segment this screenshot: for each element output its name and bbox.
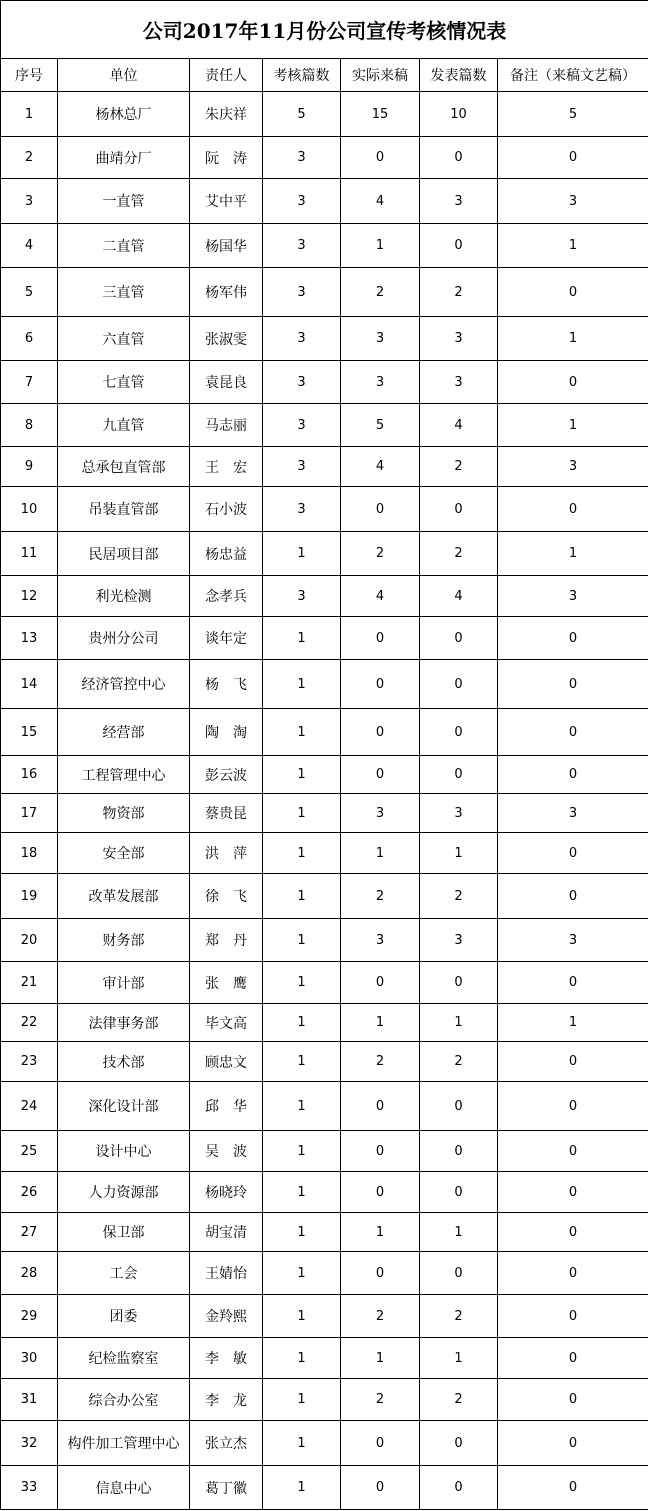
cell-submitted: 1 <box>341 1338 420 1379</box>
header-row <box>1 59 648 92</box>
cell-person: 顾忠文 <box>190 1042 263 1082</box>
header-submitted: 实际来稿 <box>341 59 420 92</box>
cell-submitted: 0 <box>341 1252 420 1295</box>
cell-remarks: 0 <box>498 1421 648 1466</box>
cell-remarks: 0 <box>498 1466 648 1510</box>
cell-person: 杨忠益 <box>190 532 263 576</box>
cell-published: 4 <box>420 576 498 617</box>
cell-published: 2 <box>420 1295 498 1338</box>
cell-index: 22 <box>1 1004 58 1042</box>
cell-published: 0 <box>420 1082 498 1131</box>
cell-submitted: 0 <box>341 617 420 660</box>
cell-index: 33 <box>1 1466 58 1510</box>
cell-submitted: 3 <box>341 361 420 404</box>
table-row <box>1 1379 648 1421</box>
table-row <box>1 361 648 404</box>
cell-quota: 1 <box>263 1252 341 1295</box>
cell-quota: 1 <box>263 1172 341 1213</box>
cell-published: 2 <box>420 447 498 487</box>
cell-quota: 3 <box>263 317 341 361</box>
cell-quota: 3 <box>263 576 341 617</box>
cell-remarks: 0 <box>498 1295 648 1338</box>
cell-submitted: 0 <box>341 487 420 532</box>
cell-submitted: 2 <box>341 1042 420 1082</box>
cell-remarks: 0 <box>498 1338 648 1379</box>
cell-unit: 信息中心 <box>58 1466 190 1510</box>
cell-submitted: 0 <box>341 137 420 179</box>
cell-remarks: 0 <box>498 1172 648 1213</box>
cell-person: 袁昆良 <box>190 361 263 404</box>
cell-unit: 法律事务部 <box>58 1004 190 1042</box>
table-row <box>1 1295 648 1338</box>
cell-submitted: 3 <box>341 794 420 833</box>
table-row <box>1 962 648 1004</box>
cell-unit: 经济管控中心 <box>58 660 190 709</box>
cell-published: 2 <box>420 1042 498 1082</box>
cell-unit: 吊装直管部 <box>58 487 190 532</box>
cell-remarks: 0 <box>498 709 648 756</box>
table-title: 公司2017年11月份公司宣传考核情况表 <box>1 1 648 59</box>
table-row <box>1 268 648 317</box>
cell-remarks: 0 <box>498 1082 648 1131</box>
header-published: 发表篇数 <box>420 59 498 92</box>
cell-unit: 贵州分公司 <box>58 617 190 660</box>
cell-remarks: 0 <box>498 487 648 532</box>
table-row <box>1 576 648 617</box>
cell-unit: 保卫部 <box>58 1213 190 1252</box>
cell-published: 0 <box>420 709 498 756</box>
cell-person: 张立杰 <box>190 1421 263 1466</box>
cell-published: 1 <box>420 1338 498 1379</box>
table-row <box>1 92 648 137</box>
cell-person: 念孝兵 <box>190 576 263 617</box>
cell-person: 李 敏 <box>190 1338 263 1379</box>
cell-person: 张 鹰 <box>190 962 263 1004</box>
cell-index: 11 <box>1 532 58 576</box>
cell-unit: 民居项目部 <box>58 532 190 576</box>
cell-index: 13 <box>1 617 58 660</box>
cell-submitted: 1 <box>341 224 420 268</box>
cell-quota: 1 <box>263 1379 341 1421</box>
cell-index: 16 <box>1 756 58 794</box>
cell-unit: 纪检监察室 <box>58 1338 190 1379</box>
cell-remarks: 0 <box>498 1131 648 1172</box>
cell-quota: 1 <box>263 794 341 833</box>
cell-unit: 七直管 <box>58 361 190 404</box>
cell-quota: 1 <box>263 1131 341 1172</box>
cell-submitted: 0 <box>341 1421 420 1466</box>
cell-unit: 曲靖分厂 <box>58 137 190 179</box>
cell-unit: 审计部 <box>58 962 190 1004</box>
cell-remarks: 0 <box>498 1042 648 1082</box>
cell-index: 19 <box>1 874 58 919</box>
table-row <box>1 919 648 962</box>
cell-submitted: 0 <box>341 660 420 709</box>
cell-index: 9 <box>1 447 58 487</box>
cell-quota: 1 <box>263 1213 341 1252</box>
cell-person: 艾中平 <box>190 179 263 224</box>
cell-remarks: 0 <box>498 617 648 660</box>
cell-person: 杨军伟 <box>190 268 263 317</box>
cell-quota: 3 <box>263 447 341 487</box>
cell-published: 3 <box>420 361 498 404</box>
cell-published: 0 <box>420 1421 498 1466</box>
cell-index: 12 <box>1 576 58 617</box>
cell-submitted: 0 <box>341 756 420 794</box>
cell-index: 18 <box>1 833 58 874</box>
cell-index: 7 <box>1 361 58 404</box>
cell-index: 26 <box>1 1172 58 1213</box>
cell-submitted: 4 <box>341 179 420 224</box>
cell-quota: 3 <box>263 361 341 404</box>
cell-unit: 改革发展部 <box>58 874 190 919</box>
cell-quota: 1 <box>263 833 341 874</box>
cell-quota: 1 <box>263 532 341 576</box>
cell-quota: 3 <box>263 224 341 268</box>
cell-index: 27 <box>1 1213 58 1252</box>
cell-person: 杨晓玲 <box>190 1172 263 1213</box>
table-row <box>1 1338 648 1379</box>
cell-submitted: 2 <box>341 874 420 919</box>
cell-unit: 技术部 <box>58 1042 190 1082</box>
cell-quota: 3 <box>263 179 341 224</box>
cell-quota: 3 <box>263 137 341 179</box>
cell-unit: 一直管 <box>58 179 190 224</box>
cell-submitted: 3 <box>341 317 420 361</box>
cell-index: 17 <box>1 794 58 833</box>
table-row <box>1 660 648 709</box>
cell-person: 吴 波 <box>190 1131 263 1172</box>
cell-remarks: 0 <box>498 962 648 1004</box>
cell-quota: 1 <box>263 1421 341 1466</box>
cell-published: 1 <box>420 1004 498 1042</box>
cell-index: 1 <box>1 92 58 137</box>
cell-unit: 经营部 <box>58 709 190 756</box>
table-row <box>1 1466 648 1510</box>
cell-submitted: 2 <box>341 1379 420 1421</box>
table-row <box>1 447 648 487</box>
cell-person: 蔡贵昆 <box>190 794 263 833</box>
cell-person: 马志丽 <box>190 404 263 447</box>
cell-quota: 1 <box>263 1295 341 1338</box>
table-row <box>1 404 648 447</box>
cell-remarks: 5 <box>498 92 648 137</box>
cell-submitted: 0 <box>341 1172 420 1213</box>
cell-remarks: 0 <box>498 660 648 709</box>
cell-submitted: 1 <box>341 1213 420 1252</box>
table-row <box>1 487 648 532</box>
cell-unit: 利光检测 <box>58 576 190 617</box>
cell-index: 25 <box>1 1131 58 1172</box>
cell-unit: 三直管 <box>58 268 190 317</box>
cell-quota: 1 <box>263 1082 341 1131</box>
cell-person: 石小波 <box>190 487 263 532</box>
table-row <box>1 756 648 794</box>
cell-unit: 六直管 <box>58 317 190 361</box>
cell-remarks: 0 <box>498 361 648 404</box>
table-row <box>1 1172 648 1213</box>
cell-remarks: 0 <box>498 1213 648 1252</box>
cell-unit: 工会 <box>58 1252 190 1295</box>
table-row <box>1 709 648 756</box>
cell-quota: 1 <box>263 709 341 756</box>
cell-index: 21 <box>1 962 58 1004</box>
cell-index: 15 <box>1 709 58 756</box>
header-person: 责任人 <box>190 59 263 92</box>
cell-unit: 二直管 <box>58 224 190 268</box>
cell-quota: 1 <box>263 1004 341 1042</box>
cell-published: 2 <box>420 532 498 576</box>
table-row <box>1 317 648 361</box>
cell-index: 3 <box>1 179 58 224</box>
cell-index: 20 <box>1 919 58 962</box>
cell-person: 杨国华 <box>190 224 263 268</box>
cell-person: 毕文高 <box>190 1004 263 1042</box>
cell-quota: 1 <box>263 1466 341 1510</box>
cell-published: 0 <box>420 487 498 532</box>
header-index: 序号 <box>1 59 58 92</box>
cell-remarks: 3 <box>498 576 648 617</box>
cell-quota: 1 <box>263 919 341 962</box>
cell-published: 0 <box>420 756 498 794</box>
table-row <box>1 1252 648 1295</box>
cell-submitted: 1 <box>341 1004 420 1042</box>
cell-unit: 杨林总厂 <box>58 92 190 137</box>
cell-index: 24 <box>1 1082 58 1131</box>
cell-person: 朱庆祥 <box>190 92 263 137</box>
cell-remarks: 1 <box>498 404 648 447</box>
cell-submitted: 2 <box>341 268 420 317</box>
cell-index: 29 <box>1 1295 58 1338</box>
cell-published: 2 <box>420 1379 498 1421</box>
cell-remarks: 1 <box>498 317 648 361</box>
table-row <box>1 224 648 268</box>
cell-index: 31 <box>1 1379 58 1421</box>
cell-submitted: 0 <box>341 1131 420 1172</box>
cell-published: 2 <box>420 268 498 317</box>
table-row <box>1 617 648 660</box>
cell-quota: 3 <box>263 487 341 532</box>
cell-remarks: 0 <box>498 874 648 919</box>
header-remarks: 备注（来稿文艺稿） <box>498 59 648 92</box>
cell-unit: 综合办公室 <box>58 1379 190 1421</box>
cell-index: 28 <box>1 1252 58 1295</box>
cell-unit: 构件加工管理中心 <box>58 1421 190 1466</box>
cell-submitted: 3 <box>341 919 420 962</box>
table-row <box>1 874 648 919</box>
cell-index: 2 <box>1 137 58 179</box>
cell-submitted: 0 <box>341 1466 420 1510</box>
cell-published: 2 <box>420 874 498 919</box>
cell-remarks: 3 <box>498 919 648 962</box>
cell-published: 0 <box>420 1172 498 1213</box>
cell-index: 14 <box>1 660 58 709</box>
cell-quota: 1 <box>263 617 341 660</box>
cell-published: 3 <box>420 919 498 962</box>
cell-person: 洪 萍 <box>190 833 263 874</box>
cell-index: 6 <box>1 317 58 361</box>
cell-index: 5 <box>1 268 58 317</box>
cell-published: 0 <box>420 224 498 268</box>
cell-quota: 1 <box>263 874 341 919</box>
cell-remarks: 3 <box>498 447 648 487</box>
cell-remarks: 3 <box>498 794 648 833</box>
cell-person: 陶 淘 <box>190 709 263 756</box>
header-quota: 考核篇数 <box>263 59 341 92</box>
cell-unit: 工程管理中心 <box>58 756 190 794</box>
table-row <box>1 1082 648 1131</box>
cell-unit: 九直管 <box>58 404 190 447</box>
cell-submitted: 0 <box>341 1082 420 1131</box>
cell-published: 0 <box>420 962 498 1004</box>
cell-remarks: 0 <box>498 1252 648 1295</box>
cell-person: 胡宝清 <box>190 1213 263 1252</box>
table-row <box>1 833 648 874</box>
cell-published: 0 <box>420 1466 498 1510</box>
cell-index: 8 <box>1 404 58 447</box>
cell-submitted: 5 <box>341 404 420 447</box>
cell-unit: 团委 <box>58 1295 190 1338</box>
cell-person: 王 宏 <box>190 447 263 487</box>
table-row <box>1 1131 648 1172</box>
cell-person: 金羚熙 <box>190 1295 263 1338</box>
cell-remarks: 0 <box>498 137 648 179</box>
cell-submitted: 0 <box>341 709 420 756</box>
cell-published: 3 <box>420 317 498 361</box>
cell-submitted: 2 <box>341 1295 420 1338</box>
cell-person: 徐 飞 <box>190 874 263 919</box>
cell-quota: 1 <box>263 660 341 709</box>
cell-quota: 1 <box>263 1042 341 1082</box>
cell-person: 谈年定 <box>190 617 263 660</box>
cell-person: 邱 华 <box>190 1082 263 1131</box>
cell-submitted: 15 <box>341 92 420 137</box>
cell-published: 0 <box>420 660 498 709</box>
cell-person: 李 龙 <box>190 1379 263 1421</box>
cell-published: 10 <box>420 92 498 137</box>
cell-submitted: 4 <box>341 576 420 617</box>
cell-remarks: 0 <box>498 268 648 317</box>
cell-remarks: 3 <box>498 179 648 224</box>
cell-submitted: 2 <box>341 532 420 576</box>
cell-unit: 设计中心 <box>58 1131 190 1172</box>
cell-unit: 财务部 <box>58 919 190 962</box>
cell-unit: 安全部 <box>58 833 190 874</box>
cell-quota: 1 <box>263 756 341 794</box>
cell-unit: 人力资源部 <box>58 1172 190 1213</box>
cell-person: 阮 涛 <box>190 137 263 179</box>
cell-unit: 总承包直管部 <box>58 447 190 487</box>
cell-quota: 1 <box>263 1338 341 1379</box>
cell-remarks: 1 <box>498 1004 648 1042</box>
cell-submitted: 4 <box>341 447 420 487</box>
cell-published: 0 <box>420 1252 498 1295</box>
cell-published: 1 <box>420 833 498 874</box>
cell-published: 0 <box>420 137 498 179</box>
cell-remarks: 1 <box>498 224 648 268</box>
cell-person: 王婧怡 <box>190 1252 263 1295</box>
cell-published: 3 <box>420 179 498 224</box>
cell-person: 杨 飞 <box>190 660 263 709</box>
table-row <box>1 532 648 576</box>
cell-quota: 1 <box>263 962 341 1004</box>
cell-index: 4 <box>1 224 58 268</box>
cell-published: 1 <box>420 1213 498 1252</box>
cell-unit: 深化设计部 <box>58 1082 190 1131</box>
cell-person: 郑 丹 <box>190 919 263 962</box>
table-row <box>1 794 648 833</box>
table-row <box>1 1004 648 1042</box>
table-row <box>1 137 648 179</box>
cell-published: 0 <box>420 1131 498 1172</box>
header-unit: 单位 <box>58 59 190 92</box>
cell-index: 23 <box>1 1042 58 1082</box>
table-row <box>1 1213 648 1252</box>
table-row <box>1 179 648 224</box>
cell-index: 10 <box>1 487 58 532</box>
cell-quota: 3 <box>263 404 341 447</box>
cell-person: 彭云波 <box>190 756 263 794</box>
cell-published: 4 <box>420 404 498 447</box>
cell-quota: 3 <box>263 268 341 317</box>
cell-remarks: 1 <box>498 532 648 576</box>
cell-published: 0 <box>420 617 498 660</box>
cell-remarks: 0 <box>498 756 648 794</box>
cell-person: 张淑雯 <box>190 317 263 361</box>
cell-unit: 物资部 <box>58 794 190 833</box>
cell-index: 32 <box>1 1421 58 1466</box>
cell-index: 30 <box>1 1338 58 1379</box>
table-row <box>1 1421 648 1466</box>
cell-remarks: 0 <box>498 833 648 874</box>
cell-submitted: 1 <box>341 833 420 874</box>
cell-published: 3 <box>420 794 498 833</box>
cell-person: 葛丁徽 <box>190 1466 263 1510</box>
table-row <box>1 1042 648 1082</box>
cell-quota: 5 <box>263 92 341 137</box>
cell-submitted: 0 <box>341 962 420 1004</box>
cell-remarks: 0 <box>498 1379 648 1421</box>
